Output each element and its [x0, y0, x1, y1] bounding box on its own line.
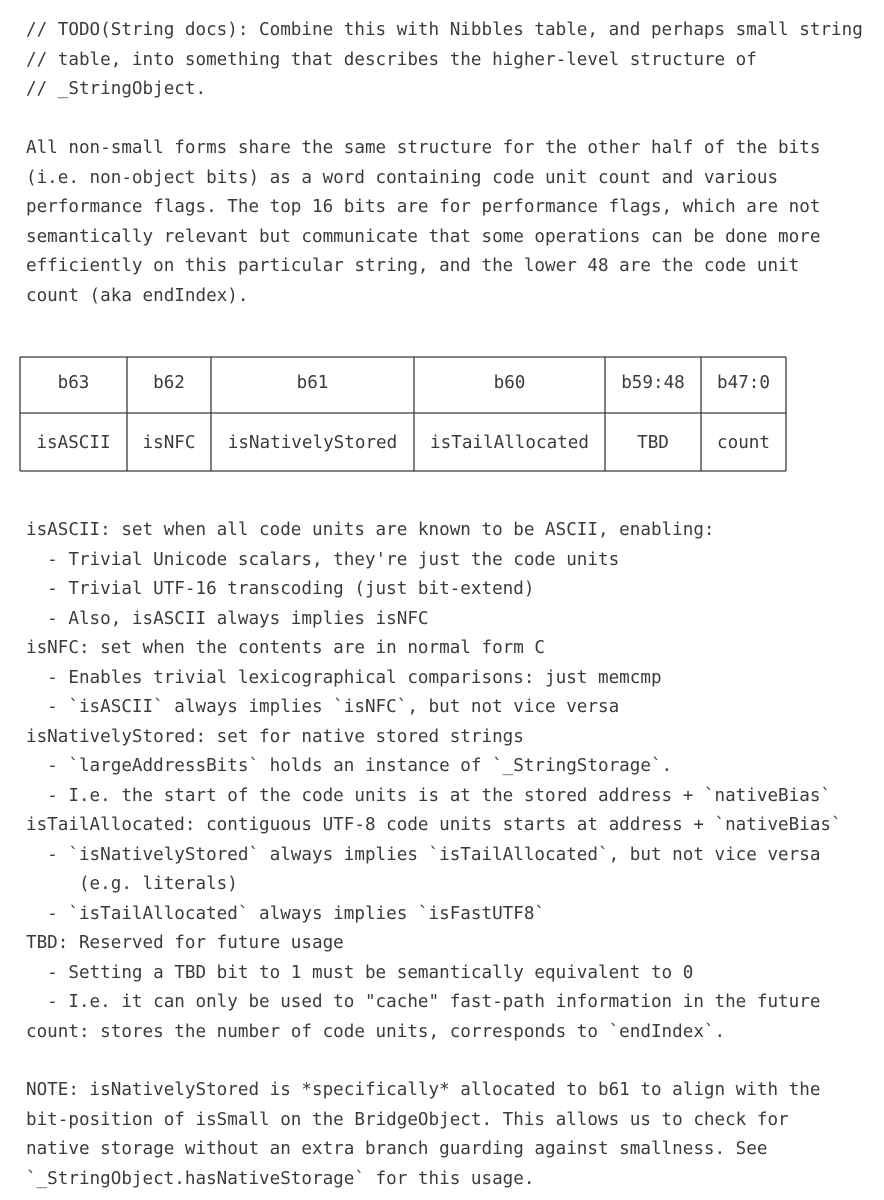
description-line: (e.g. literals)	[26, 874, 238, 894]
paragraph-line: (i.e. non-object bits) as a word containing code unit count and various	[26, 167, 779, 188]
note-line: NOTE: isNativelyStored is *specifically* allocated to b61 to align with the	[26, 1080, 821, 1100]
description-line: - I.e. it can only be used to "cache" fast-path information in the future	[26, 992, 821, 1012]
header-cell: b60	[493, 373, 526, 393]
description-line: - Trivial UTF-16 transcoding (just bit-extend)	[26, 579, 535, 599]
header-cell: b47:0	[717, 373, 770, 393]
note-line: bit-position of isSmall on the BridgeObject. This allows us to check for	[26, 1109, 789, 1130]
description-line: isTailAllocated: contiguous UTF-8 code units starts at address + `nativeBias`	[26, 815, 842, 835]
header-cell: b62	[153, 373, 185, 393]
paragraph-line: efficiently on this particular string, and the lower 48 are the code unit	[26, 256, 800, 276]
paragraph-line: semantically relevant but communicate that some operations can be done more	[26, 226, 821, 247]
bit-layout-table	[19, 355, 789, 473]
description-line: - Enables trivial lexicographical comparisons: just memcmp	[26, 667, 662, 688]
description-line: - `isNativelyStored` always implies `isTailAllocated`, but not vice versa	[26, 844, 821, 865]
comment-line: // TODO(String docs): Combine this with Nibbles table, and perhaps small string	[26, 20, 863, 40]
description-line: - Setting a TBD bit to 1 must be semantically equivalent to 0	[26, 962, 694, 983]
paragraph-line: performance flags. The top 16 bits are for performance flags, which are not	[26, 197, 821, 217]
description-line: count: stores the number of code units, corresponds to `endIndex`.	[26, 1021, 726, 1042]
note-line: native storage without an extra branch guarding against smallness. See	[26, 1139, 768, 1159]
field-cell: TBD	[637, 433, 669, 453]
description-line: - I.e. the start of the code units is at the stored address + `nativeBias`	[26, 785, 832, 806]
field-cell: isNFC	[142, 433, 196, 453]
field-cell: count	[717, 433, 770, 453]
field-cell: isTailAllocated	[430, 433, 589, 453]
comment-line: // table, into something that describes the higher-level structure of	[26, 49, 757, 70]
note-line: `_StringObject.hasNativeStorage` for this usage.	[26, 1168, 535, 1189]
description-line: TBD: Reserved for future usage	[26, 933, 344, 953]
field-cell: isNativelyStored	[227, 433, 398, 453]
description-line: - `largeAddressBits` holds an instance of `_StringStorage`.	[26, 756, 673, 776]
field-cell: isASCII	[36, 433, 111, 453]
paragraph-line: All non-small forms share the same structure for the other half of the bits	[26, 138, 821, 158]
paragraph-line: count (aka endIndex).	[26, 285, 249, 306]
description-line: isASCII: set when all code units are known to be ASCII, enabling:	[26, 520, 715, 540]
comment-line: // _StringObject.	[26, 79, 207, 99]
description-line: isNativelyStored: set for native stored strings	[26, 726, 524, 747]
header-cell: b61	[296, 373, 329, 393]
description-line: - `isTailAllocated` always implies `isFastUTF8`	[26, 903, 546, 924]
header-cell: b59:48	[621, 373, 685, 393]
description-line: - Trivial Unicode scalars, they're just the code units	[26, 549, 620, 570]
description-line: - Also, isASCII always implies isNFC	[26, 608, 429, 629]
description-line: - `isASCII` always implies `isNFC`, but not vice versa	[26, 697, 620, 717]
description-line: isNFC: set when the contents are in normal form C	[26, 638, 546, 658]
header-cell: b63	[57, 373, 90, 393]
